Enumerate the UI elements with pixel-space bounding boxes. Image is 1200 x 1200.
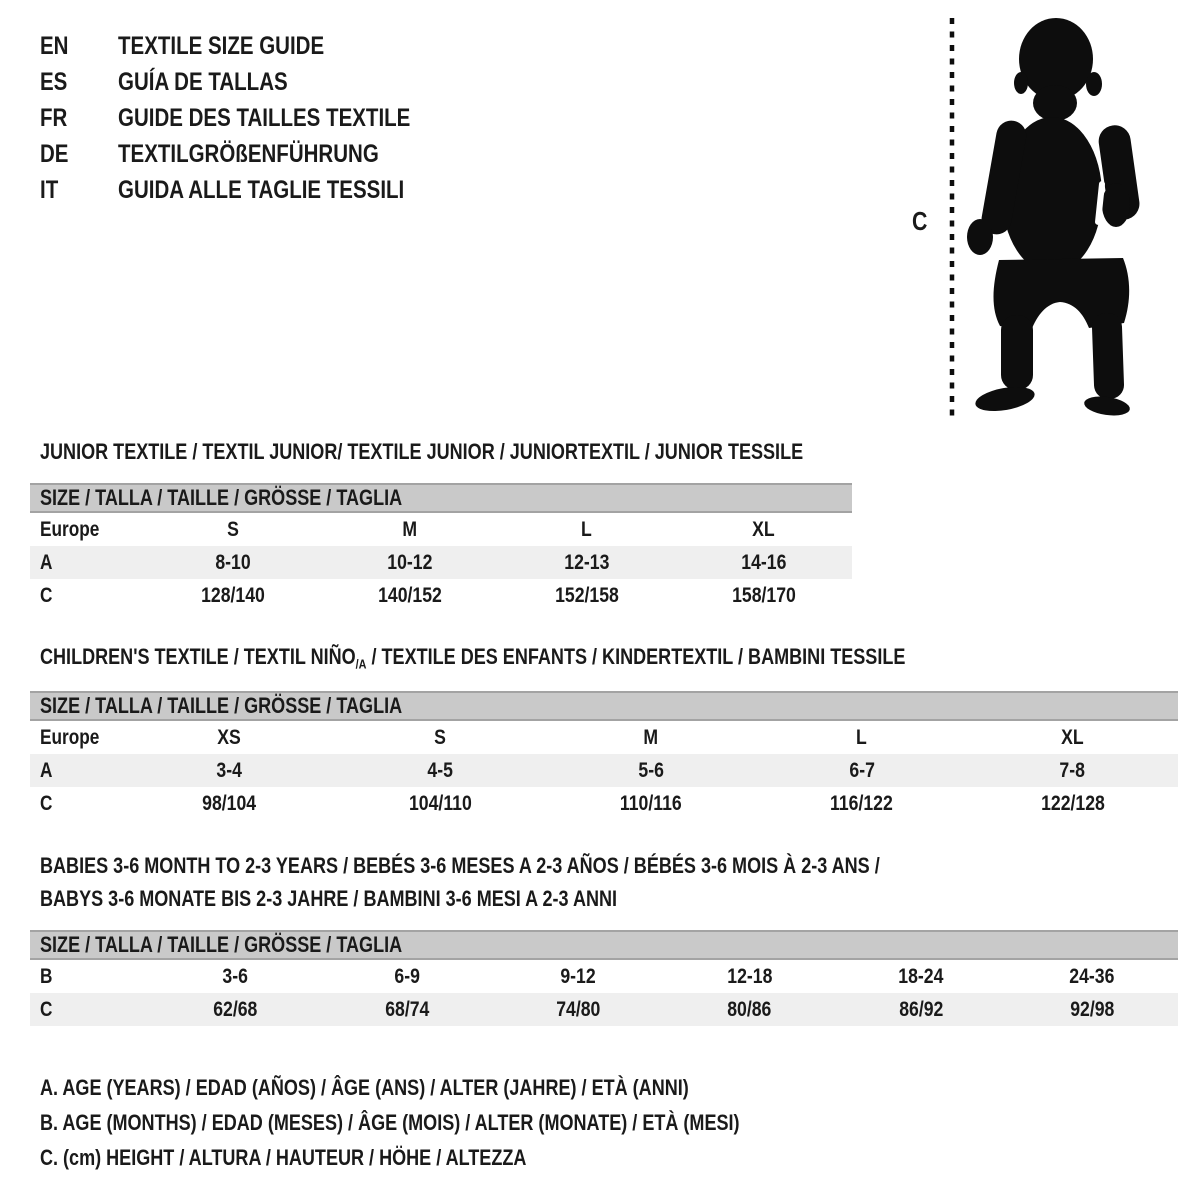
children-title-post: / TEXTILE DES ENFANTS / KINDERTEXTIL / BAMBINI TESSILE <box>366 644 906 669</box>
language-code: DE <box>40 139 69 168</box>
row-label: Europe <box>40 517 100 541</box>
row-label: A <box>40 550 53 574</box>
row-label: C <box>40 791 53 815</box>
children-size-table <box>30 691 1178 820</box>
children-section-title-text <box>40 640 905 681</box>
height-figure <box>905 10 1200 422</box>
language-list <box>40 28 475 208</box>
language-code: IT <box>40 175 59 204</box>
babies-section-title <box>40 849 1064 915</box>
size-header-bar <box>30 930 1178 960</box>
size-value-cell: 3-4 <box>216 758 243 782</box>
size-value-cell: 92/98 <box>1070 997 1115 1021</box>
children-title-sub: /A <box>355 656 367 672</box>
size-value-cell: 12-13 <box>564 550 610 574</box>
size-value-cell: S <box>434 725 447 749</box>
table-row-europe <box>30 721 1178 754</box>
size-value-cell: 122/128 <box>1040 791 1105 815</box>
row-label: C <box>40 583 53 607</box>
size-value-cell: 6-7 <box>849 758 875 782</box>
children-title-pre: CHILDREN'S TEXTILE / TEXTIL NIÑO <box>40 644 356 669</box>
table-row-height <box>30 787 1178 820</box>
size-value-cell: 128/140 <box>201 583 266 607</box>
language-label: GUIDE DES TAILLES TEXTILE <box>118 103 411 132</box>
size-value-cell: XS <box>217 725 242 749</box>
size-value-cell: 8-10 <box>215 550 252 574</box>
size-header-label: SIZE / TALLA / TAILLE / GRÖSSE / TAGLIA <box>40 485 403 510</box>
footnote-legend <box>40 1070 893 1175</box>
row-label: A <box>40 758 53 782</box>
junior-section-title <box>40 435 971 468</box>
size-value-cell: 116/122 <box>830 791 894 815</box>
size-value-cell: L <box>581 517 593 541</box>
size-value-cell: 5-6 <box>638 758 664 782</box>
language-code: FR <box>40 103 68 132</box>
junior-section-title-text: JUNIOR TEXTILE / TEXTIL JUNIOR/ TEXTILE JUNIOR / JUNIORTEXTIL / JUNIOR TESSILE <box>40 439 804 464</box>
size-value-cell: XL <box>1061 725 1084 749</box>
footnote-c-text: C. (cm) HEIGHT / ALTURA / HAUTEUR / HÖHE / ALTEZZA <box>40 1145 527 1170</box>
row-label: B <box>40 964 53 988</box>
table-row-europe <box>30 513 852 546</box>
babies-size-table <box>30 930 1178 1026</box>
footnote-b <box>40 1105 893 1140</box>
size-value-cell: M <box>643 725 659 749</box>
size-value-cell: 152/158 <box>554 583 619 607</box>
size-value-cell: 140/152 <box>378 583 443 607</box>
size-value-cell: 18-24 <box>898 964 944 988</box>
language-row-de <box>40 136 475 172</box>
language-row-en <box>40 28 475 64</box>
size-value-cell: 80/86 <box>727 997 772 1021</box>
size-value-cell: 3-6 <box>222 964 249 988</box>
footnote-c <box>40 1140 893 1175</box>
babies-title-line2: BABYS 3-6 MONATE BIS 2-3 JAHRE / BAMBINI 3-6 MESI A 2-3 ANNI <box>40 886 618 911</box>
junior-size-table <box>30 483 852 612</box>
size-value-cell: 68/74 <box>384 997 430 1021</box>
size-header-label: SIZE / TALLA / TAILLE / GRÖSSE / TAGLIA <box>40 693 403 718</box>
size-value-cell: 62/68 <box>213 997 258 1021</box>
size-value-cell: 7-8 <box>1059 758 1086 782</box>
language-row-fr <box>40 100 475 136</box>
size-value-cell: 12-18 <box>727 964 773 988</box>
language-row-it <box>40 172 475 208</box>
table-row-height <box>30 993 1178 1026</box>
size-value-cell: 9-12 <box>560 964 596 988</box>
size-value-cell: 10-12 <box>387 550 433 574</box>
language-label: GUIDA ALLE TAGLIE TESSILI <box>118 175 405 204</box>
children-section-title <box>40 640 1095 681</box>
footnote-a <box>40 1070 893 1105</box>
table-row-height <box>30 579 852 612</box>
measure-c-label: C <box>912 206 928 236</box>
language-label: TEXTILGRÖßENFÜHRUNG <box>118 139 379 168</box>
footnote-b-text: B. AGE (MONTHS) / EDAD (MESES) / ÂGE (MOIS) / ALTER (MONATE) / ETÀ (MESI) <box>40 1110 740 1135</box>
row-label: Europe <box>40 725 100 749</box>
size-value-cell: L <box>856 725 868 749</box>
row-label: C <box>40 997 53 1021</box>
size-header-bar <box>30 691 1178 721</box>
table-row-age <box>30 754 1178 787</box>
size-value-cell: S <box>227 517 240 541</box>
size-value-cell: 14-16 <box>741 550 787 574</box>
table-row-age <box>30 546 852 579</box>
language-label: TEXTILE SIZE GUIDE <box>118 31 325 60</box>
size-value-cell: 6-9 <box>394 964 420 988</box>
size-value-cell: 158/170 <box>731 583 796 607</box>
size-value-cell: XL <box>752 517 775 541</box>
size-value-cell: 104/110 <box>408 791 472 815</box>
size-value-cell: M <box>402 517 418 541</box>
footnote-a-text: A. AGE (YEARS) / EDAD (AÑOS) / ÂGE (ANS) / ALTER (JAHRE) / ETÀ (ANNI) <box>40 1075 689 1100</box>
size-value-cell: 4-5 <box>427 758 453 782</box>
size-header-label: SIZE / TALLA / TAILLE / GRÖSSE / TAGLIA <box>40 932 403 957</box>
size-value-cell: 86/92 <box>898 997 944 1021</box>
size-value-cell: 74/80 <box>556 997 601 1021</box>
size-value-cell: 24-36 <box>1069 964 1115 988</box>
language-label: GUÍA DE TALLAS <box>118 67 288 96</box>
language-row-es <box>40 64 475 100</box>
size-value-cell: 98/104 <box>202 791 257 815</box>
table-row-months <box>30 960 1178 993</box>
babies-title-line1: BABIES 3-6 MONTH TO 2-3 YEARS / BEBÉS 3-6 MESES A 2-3 AÑOS / BÉBÉS 3-6 MOIS À 2-3 ANS / <box>40 853 880 878</box>
language-code: EN <box>40 31 69 60</box>
language-code: ES <box>40 67 68 96</box>
size-value-cell: 110/116 <box>620 791 682 815</box>
baby-silhouette-icon <box>967 18 1142 418</box>
size-header-bar <box>30 483 852 513</box>
